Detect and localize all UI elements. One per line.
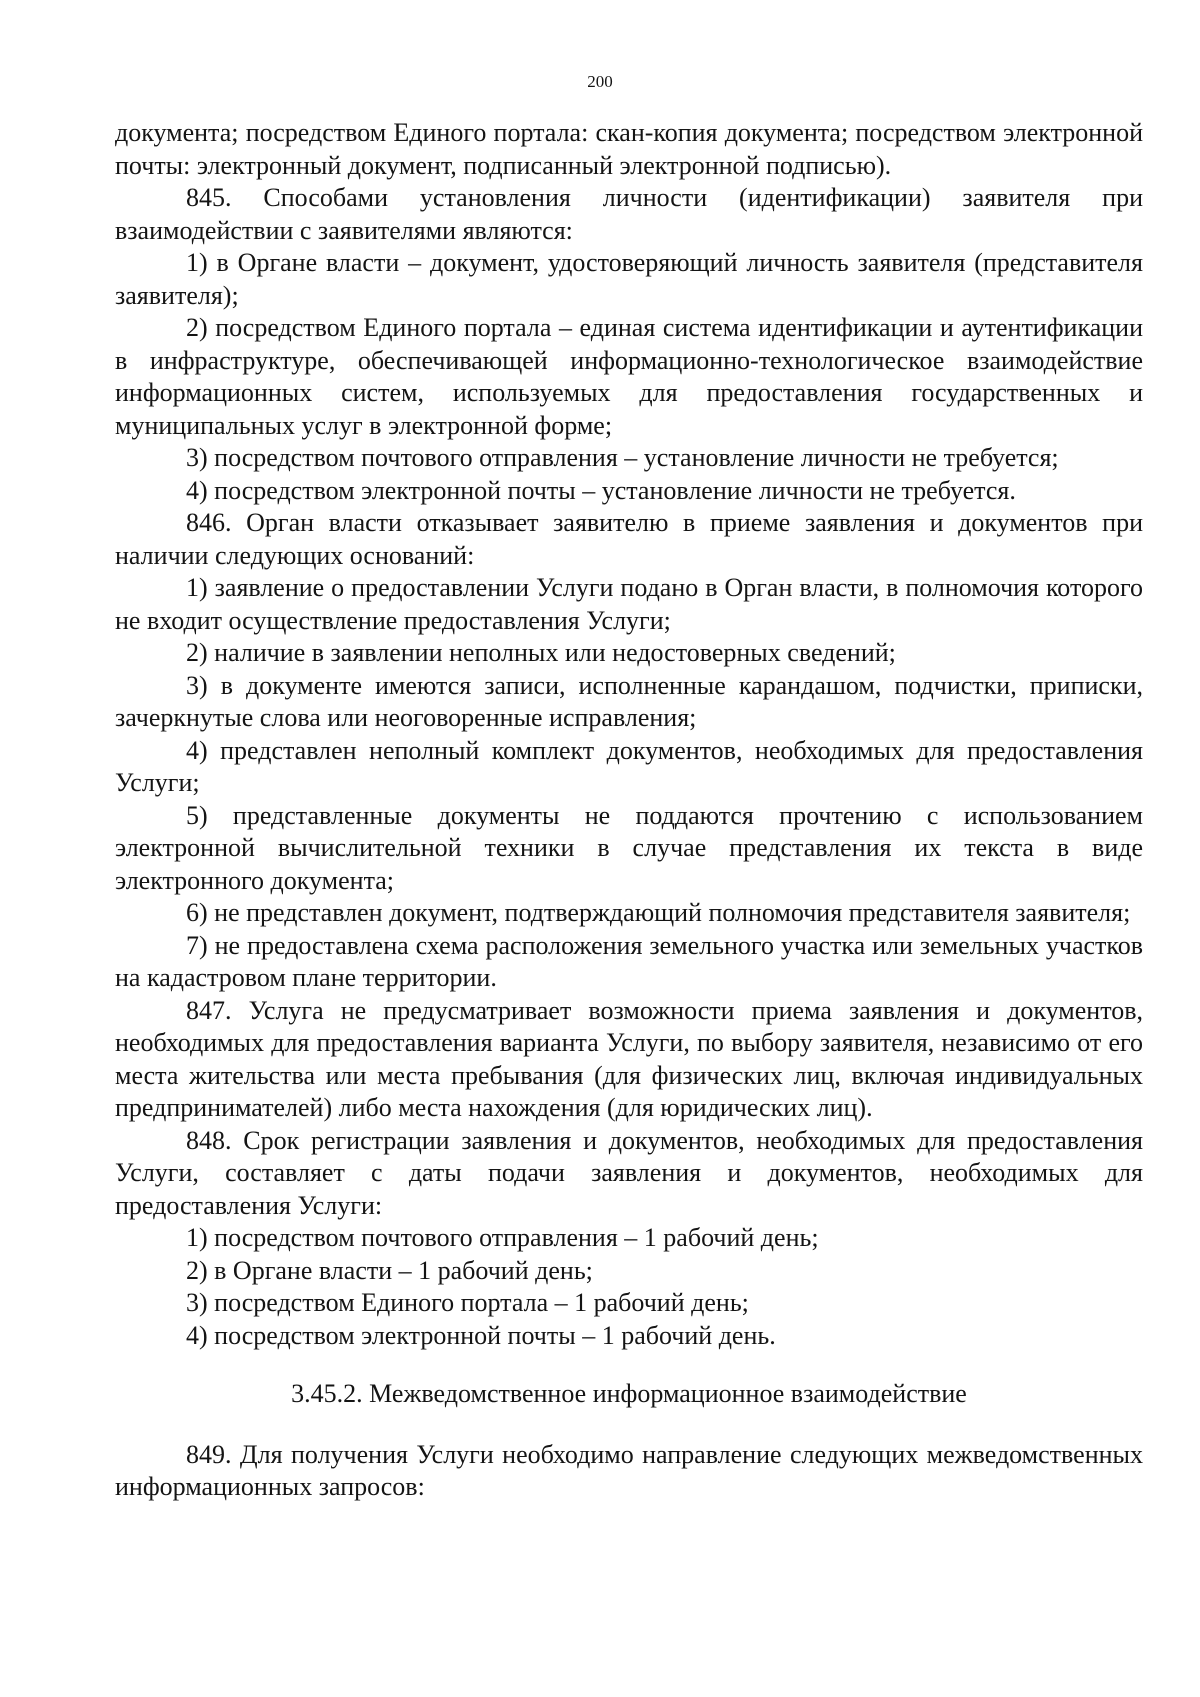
paragraph: 848. Срок регистрации заявления и документов, необходимых для предоставления Услуги, составляет с даты подачи заявления и документов, необходимых для предоставления Услуги: [115,1125,1143,1220]
list-item: 1) в Органе власти – документ, удостоверяющий личность заявителя (представителя заявителя); [115,248,1143,310]
list-item: 4) посредством электронной почты – 1 рабочий день. [186,1320,776,1350]
list-item: 4) посредством электронной почты – установление личности не требуется. [186,475,1016,505]
page-number: 200 [587,72,613,91]
list-item: 1) заявление о предоставлении Услуги подано в Орган власти, в полномочия которого не входит осуществление предоставления Услуги; [115,573,1143,635]
list-item: 3) в документе имеются записи, исполненные карандашом, подчистки, приписки, зачеркнутые слова или неоговоренные исправления; [115,670,1143,732]
list-item: 3) посредством Единого портала – 1 рабочий день; [186,1288,749,1317]
list-item: 7) не предоставлена схема расположения земельного участка или земельных участков на кадастровом плане территории. [115,930,1143,992]
paragraph: 849. Для получения Услуги необходимо направление следующих межведомственных информационных запросов: [115,1439,1143,1501]
list-item: 4) представлен неполный комплект документов, необходимых для предоставления Услуги; [115,735,1143,797]
list-item: 5) представленные документы не поддаются прочтению с использованием электронной вычислительной техники в случае представления их текста в виде электронного документа; [115,800,1143,895]
paragraph: 845. Способами установления личности (идентификации) заявителя при взаимодействии с заявителями являются: [115,183,1143,245]
list-item: 2) в Органе власти – 1 рабочий день; [186,1255,593,1285]
paragraph: 847. Услуга не предусматривает возможности приема заявления и документов, необходимых для предоставления варианта Услуги, по выбору заявителя, независимо от его места жительства или места пребывания (для физических лиц, включая индивидуальных предпринимателей) либо места нахождения (для юридических лиц). [115,995,1143,1122]
document-body [115,117,1143,1504]
paragraph: документа; посредством Единого портала: скан-копия документа; посредством электронной почты: электронный документ, подписанный электронной подписью). [115,118,1143,180]
list-item: 6) не представлен документ, подтверждающий полномочия представителя заявителя; [186,898,1131,927]
section-heading: 3.45.2. Межведомственное информационное взаимодействие [291,1379,967,1408]
paragraph: 846. Орган власти отказывает заявителю в приеме заявления и документов при наличии следующих оснований: [115,508,1143,570]
list-item: 3) посредством почтового отправления – установление личности не требуется; [186,443,1059,472]
list-item: 1) посредством почтового отправления – 1 рабочий день; [186,1223,819,1252]
list-item: 2) наличие в заявлении неполных или недостоверных сведений; [186,638,896,667]
list-item: 2) посредством Единого портала – единая система идентификации и аутентификации в инфраструктуре, обеспечивающей информационно-технологическое взаимодействие информационных систем, используемых для предоставления государственных и муниципальных услуг в электронной форме; [115,313,1143,440]
